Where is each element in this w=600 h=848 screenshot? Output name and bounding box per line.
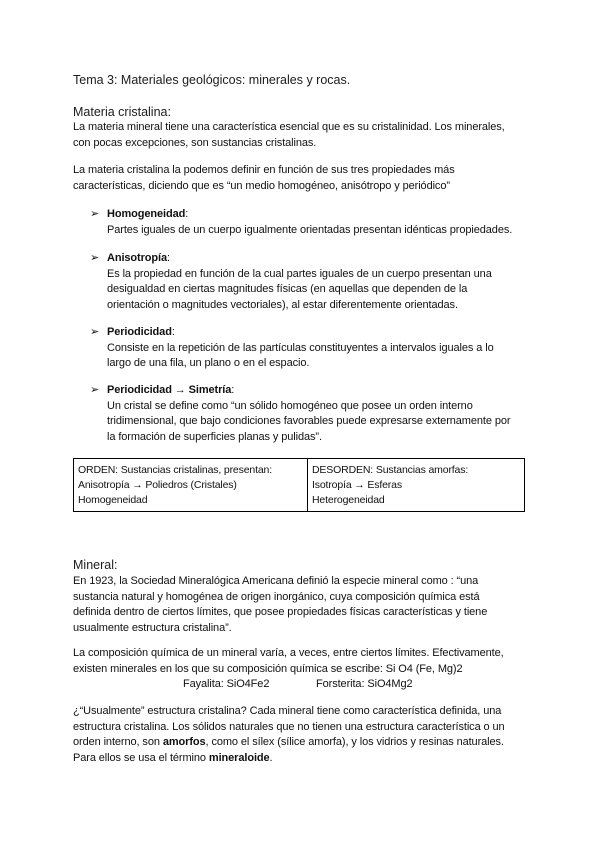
mineral-section-heading: Mineral:	[73, 558, 118, 572]
property-term: Homogeneidad	[107, 208, 186, 220]
composition-paragraph	[73, 646, 504, 677]
property-line: Es la propiedad en función de la cual partes iguales de un cuerpo presentan una	[107, 267, 492, 280]
fayalite-formula: Fayalita: SiO4Fe2	[183, 678, 270, 690]
property-line: orientación o magnitudes vectoriales), al estar diferentemente orientadas.	[107, 298, 458, 311]
table-cell-line: Heterogeneidad	[312, 494, 385, 506]
table-cell-line: ORDEN: Sustancias cristalinas, presentan:	[78, 464, 273, 476]
paragraph-line	[73, 751, 505, 767]
property-line: Un cristal se define como “un sólido homogéneo que posee un orden interno	[107, 399, 473, 412]
page-title: Tema 3: Materiales geológicos: minerales y rocas.	[73, 73, 351, 87]
table-cell-line: DESORDEN: Sustancias amorfas:	[312, 464, 469, 476]
property-term-suffix: :	[167, 252, 170, 264]
paragraph-line: características, diciendo que es “un medio homogéneo, anisótropo y periódico”	[73, 179, 450, 192]
property-anisotropia	[107, 251, 492, 313]
usually-paragraph	[73, 704, 505, 766]
paragraph-line: sustancia natural y homogénea de origen inorgánico, cuya composición química está	[73, 590, 480, 603]
property-homogeneidad	[107, 207, 512, 238]
paragraph-line: En 1923, la Sociedad Mineralógica Americana definió la especie mineral como : “una	[73, 575, 479, 587]
paragraph-line: La materia cristalina la podemos definir en función de sus tres propiedades más	[73, 164, 455, 176]
paragraph-line: con pocas excepciones, son sustancias cristalinas.	[73, 136, 317, 149]
paragraph-line: existen minerales en los que su composición química se escribe: Si O4 (Fe, Mg)2	[73, 662, 463, 675]
table-cell-line: Anisotropía → Poliedros (Cristales)	[78, 479, 237, 491]
property-line: largo de una fila, un plano o en el espacio.	[107, 357, 310, 369]
mineral-definition-paragraph	[73, 574, 487, 636]
order-cell	[74, 459, 308, 512]
property-simetria	[107, 383, 510, 445]
property-term-line	[107, 207, 512, 223]
property-line: Partes iguales de un cuerpo igualmente orientadas presentan idénticas propiedades.	[107, 223, 513, 236]
arrow-bullet-icon: ➢	[90, 326, 100, 338]
property-term-suffix: :	[185, 208, 189, 220]
text-run: , como el sílex (sílice amorfa), y los vidrios y resinas naturales.	[205, 736, 504, 748]
text-run: orden interno, son	[73, 736, 163, 748]
property-term: Anisotropía	[107, 252, 168, 264]
property-line: desigualdad en ciertas magnitudes físicas (en aquellas que dependen de la	[107, 283, 468, 295]
paragraph-line: definida dentro de ciertos límites, que posee propiedades físicas características y tiene	[73, 606, 488, 618]
property-term: Periodicidad → Simetría	[107, 384, 232, 396]
arrow-bullet-icon: ➢	[90, 208, 100, 220]
paragraph-line	[73, 735, 505, 751]
property-line: Consiste en la repetición de las partículas constituyentes a intervalos iguales a lo	[107, 341, 494, 354]
arrow-bullet-icon: ➢	[90, 384, 100, 396]
property-term-line	[107, 325, 494, 341]
property-line: la formación de superficies planas y pulidas”.	[107, 430, 322, 443]
crystal-section-heading: Materia cristalina:	[73, 105, 171, 119]
text-run: Para ellos se usa el término	[73, 751, 209, 764]
property-term-line	[107, 383, 510, 399]
order-disorder-table	[73, 458, 525, 512]
property-line: tridimensional, que bajo condiciones favorables puede expresarse externamente por	[107, 415, 511, 427]
paragraph-line: ¿“Usualmente” estructura cristalina? Cada mineral tiene como característica definida, una	[73, 705, 502, 717]
paragraph-line: La composición química de un mineral varía, a veces, entre ciertos límites. Efectivamente,	[73, 647, 504, 659]
term-amorfos: amorfos	[162, 736, 206, 748]
term-mineraloide: mineraloide	[208, 751, 270, 764]
arrow-bullet-icon: ➢	[90, 252, 100, 264]
crystal-definition-paragraph	[73, 163, 455, 194]
table-row	[74, 459, 525, 512]
property-term-line	[107, 251, 492, 267]
property-periodicidad	[107, 325, 494, 372]
crystal-intro-paragraph	[73, 120, 505, 151]
property-term-suffix: :	[231, 384, 235, 396]
paragraph-line: estructura cristalina. Los sólidos naturales que no tienen una estructura característica o un	[73, 720, 505, 733]
property-term: Periodicidad	[107, 326, 172, 338]
property-term-suffix: :	[171, 326, 175, 338]
table-cell-line: Homogeneidad	[78, 494, 148, 506]
table-cell-line: Isotropía → Esferas	[312, 479, 402, 491]
forsterite-formula: Forsterita: SiO4Mg2	[316, 678, 413, 690]
text-run: .	[269, 751, 273, 764]
paragraph-line: usualmente estructura cristalina”.	[73, 621, 232, 634]
disorder-cell	[308, 459, 525, 512]
paragraph-line: La materia mineral tiene una característica esencial que es su cristalinidad. Los minerales,	[73, 121, 505, 133]
